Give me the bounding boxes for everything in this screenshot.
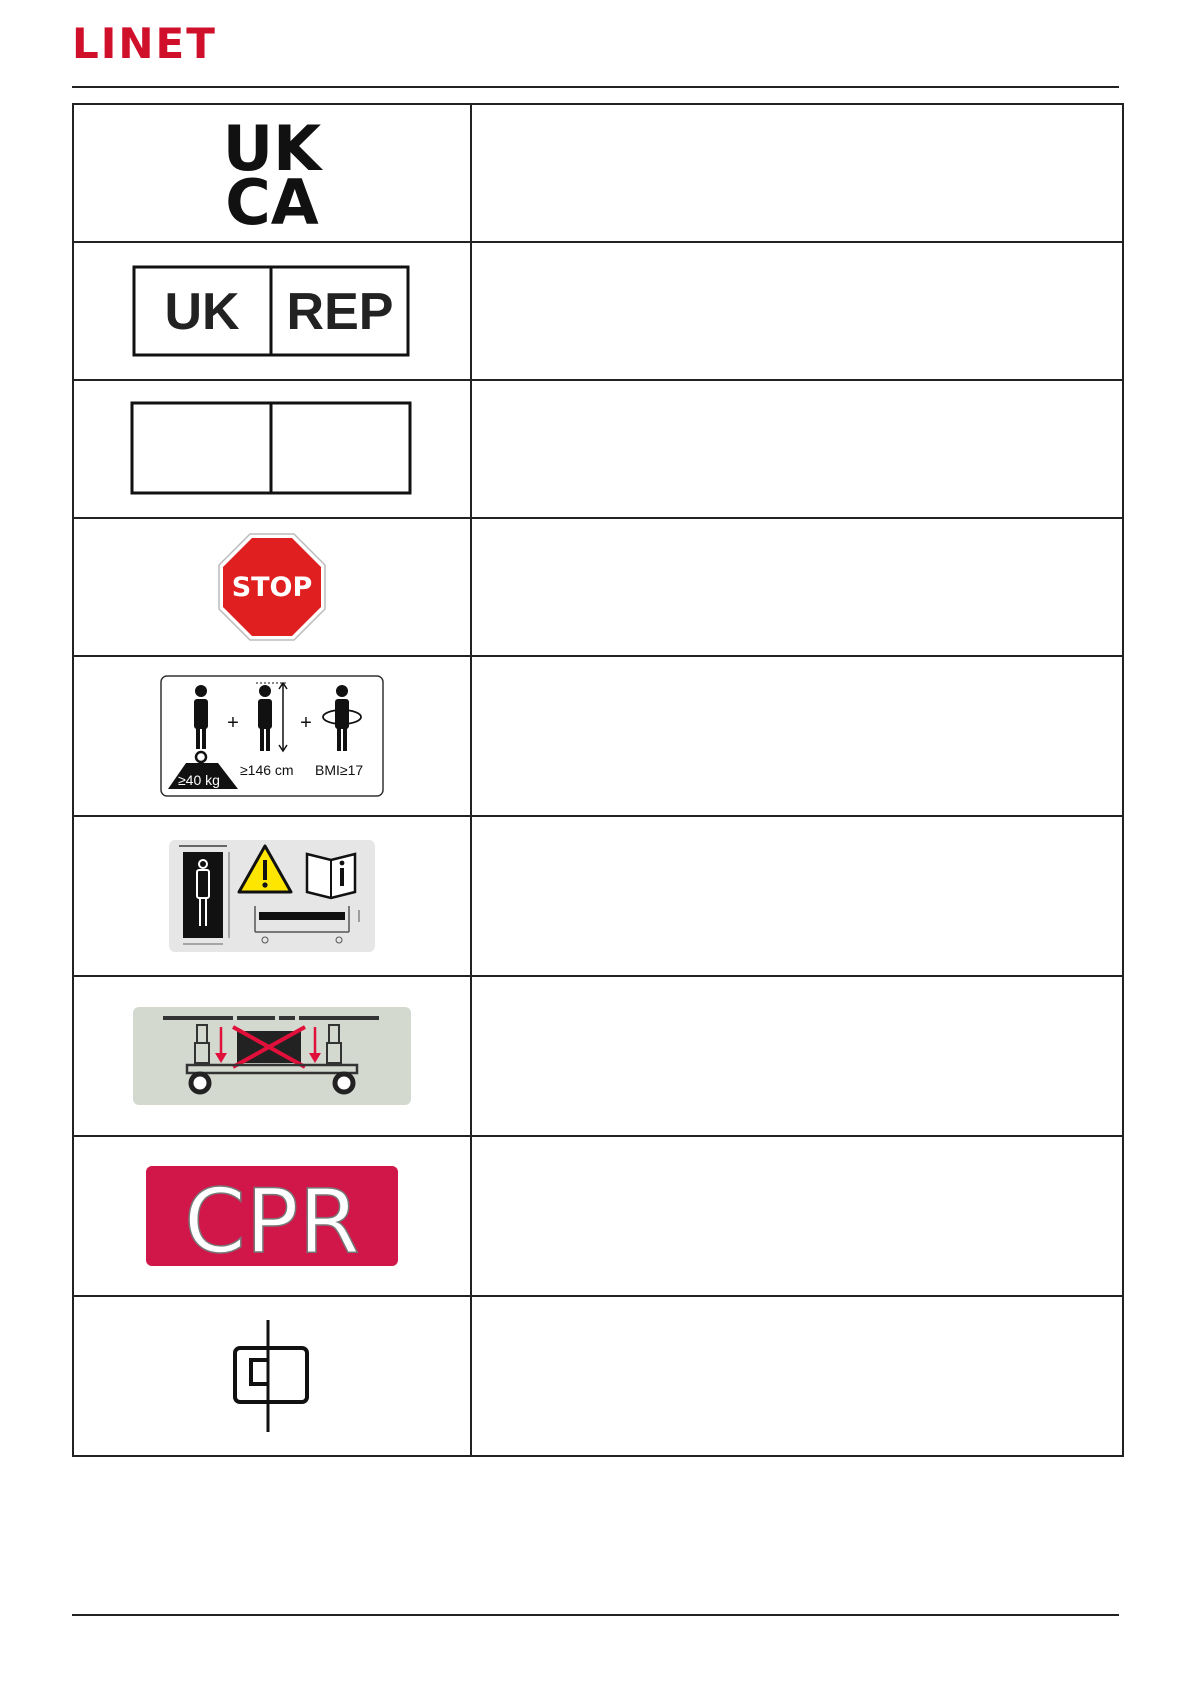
table-row bbox=[73, 104, 1123, 242]
svg-text:UK: UK bbox=[164, 283, 240, 341]
description-cell bbox=[471, 242, 1123, 380]
description-cell bbox=[471, 1136, 1123, 1296]
symbol-cell bbox=[73, 104, 471, 242]
footer-rule bbox=[72, 1614, 1119, 1616]
symbol-cell bbox=[73, 1136, 471, 1296]
patient-size-warning-icon bbox=[169, 840, 375, 952]
description-cell bbox=[471, 1296, 1123, 1456]
symbols-table bbox=[72, 103, 1124, 1457]
svg-text:≥146 cm: ≥146 cm bbox=[240, 762, 294, 778]
cpr-label-icon bbox=[146, 1166, 398, 1266]
linet-logo: LINET bbox=[72, 19, 217, 68]
symbol-cell bbox=[73, 380, 471, 518]
stop-sign-icon bbox=[217, 532, 327, 642]
table-row bbox=[73, 976, 1123, 1136]
description-cell bbox=[471, 518, 1123, 656]
svg-text:UK: UK bbox=[222, 118, 322, 185]
equipotential-bonding-icon bbox=[227, 1318, 317, 1434]
svg-text:BMI≥17: BMI≥17 bbox=[315, 762, 364, 778]
table-row bbox=[73, 1136, 1123, 1296]
table-row bbox=[73, 380, 1123, 518]
svg-text:CA: CA bbox=[225, 166, 319, 228]
svg-text:REP: REP bbox=[286, 283, 394, 341]
description-cell bbox=[471, 976, 1123, 1136]
empty-label-icon bbox=[130, 401, 414, 497]
description-cell bbox=[471, 104, 1123, 242]
symbol-cell bbox=[73, 816, 471, 976]
table-row bbox=[73, 816, 1123, 976]
no-storage-under-platform-icon bbox=[133, 1007, 411, 1105]
description-cell bbox=[471, 816, 1123, 976]
svg-text:STOP: STOP bbox=[231, 572, 313, 603]
ukca-mark-icon bbox=[212, 118, 332, 228]
symbol-cell bbox=[73, 976, 471, 1136]
svg-text:+: + bbox=[227, 712, 239, 734]
symbol-cell bbox=[73, 242, 471, 380]
patient-requirements-icon bbox=[160, 675, 384, 797]
table-row bbox=[73, 518, 1123, 656]
symbol-cell bbox=[73, 518, 471, 656]
svg-text:+: + bbox=[300, 712, 312, 734]
svg-text:≥40 kg: ≥40 kg bbox=[178, 772, 220, 788]
description-cell bbox=[471, 656, 1123, 816]
uk-rep-label-icon bbox=[132, 265, 412, 357]
symbol-cell bbox=[73, 656, 471, 816]
table-row bbox=[73, 242, 1123, 380]
header-rule bbox=[72, 86, 1119, 88]
svg-text:CPR: CPR bbox=[184, 1170, 360, 1266]
description-cell bbox=[471, 380, 1123, 518]
table-row bbox=[73, 1296, 1123, 1456]
symbol-cell bbox=[73, 1296, 471, 1456]
table-row bbox=[73, 656, 1123, 816]
